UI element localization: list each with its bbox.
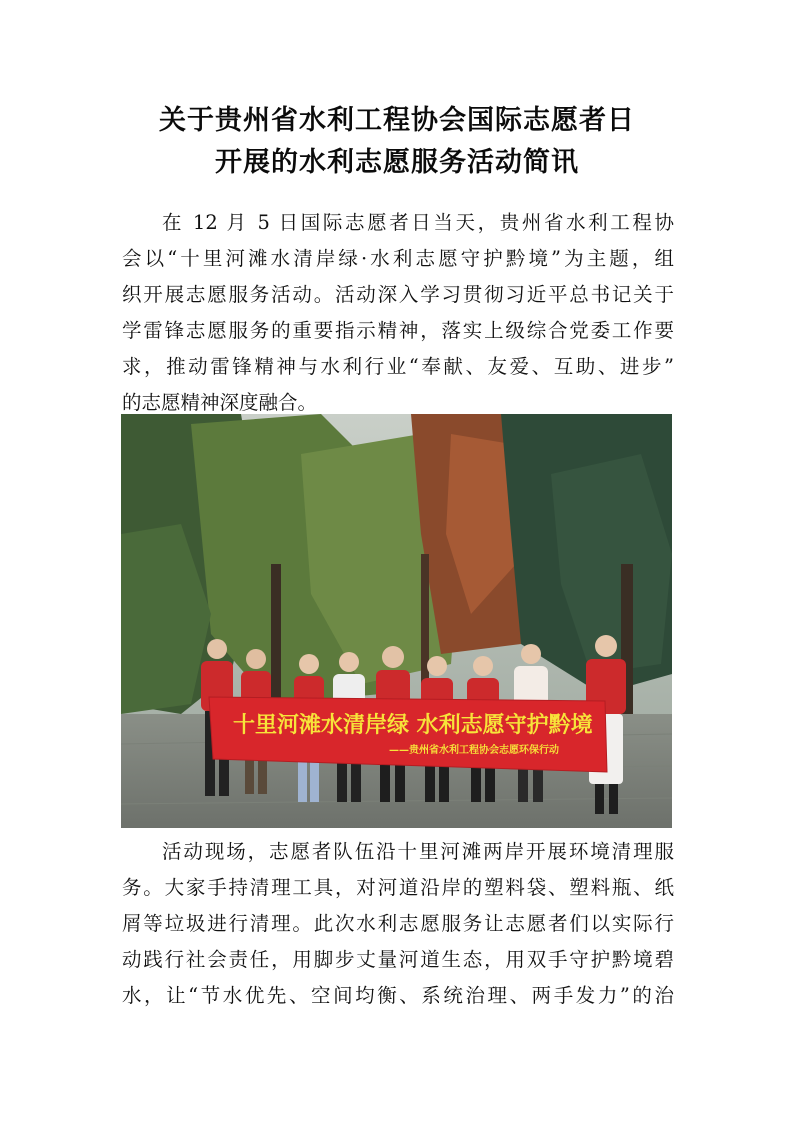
paragraph-line: 会以“十里河滩水清岸绿·水利志愿守护黔境”为主题，组 xyxy=(122,247,674,270)
paragraph-line: 的志愿精神深度融合。 xyxy=(122,391,318,414)
paragraph-line: 水，让“节水优先、空间均衡、系统治理、两手发力”的治 xyxy=(122,984,674,1007)
event-photo xyxy=(121,414,672,828)
page-title-line-2: 开展的水利志愿服务活动简讯 xyxy=(215,147,579,178)
paragraph-line: 务。大家手持清理工具，对河道沿岸的塑料袋、塑料瓶、纸 xyxy=(122,876,674,899)
paragraph-line: 屑等垃圾进行清理。此次水利志愿服务让志愿者们以实际行 xyxy=(122,912,674,935)
page-title-line-1: 关于贵州省水利工程协会国际志愿者日 xyxy=(159,105,635,136)
paragraph-line: 学雷锋志愿服务的重要指示精神，落实上级综合党委工作要 xyxy=(122,319,674,342)
paragraph-line: 动践行社会责任，用脚步丈量河道生态，用双手守护黔境碧 xyxy=(122,948,674,971)
paragraph-line: 织开展志愿服务活动。活动深入学习贯彻习近平总书记关于 xyxy=(122,283,674,306)
paragraph-intro xyxy=(122,205,674,421)
paragraph-activity xyxy=(122,834,674,1014)
paragraph-line: 在 12 月 5 日国际志愿者日当天，贵州省水利工程协 xyxy=(162,211,674,234)
banner-main-text: 十里河滩水清岸绿 水利志愿守护黔境 xyxy=(233,713,593,738)
paragraph-line: 活动现场，志愿者队伍沿十里河滩两岸开展环境清理服 xyxy=(162,840,674,863)
banner-sub-text: ——贵州省水利工程协会志愿环保行动 xyxy=(389,745,559,756)
paragraph-line: 求，推动雷锋精神与水利行业“奉献、友爱、互助、进步” xyxy=(122,355,674,378)
